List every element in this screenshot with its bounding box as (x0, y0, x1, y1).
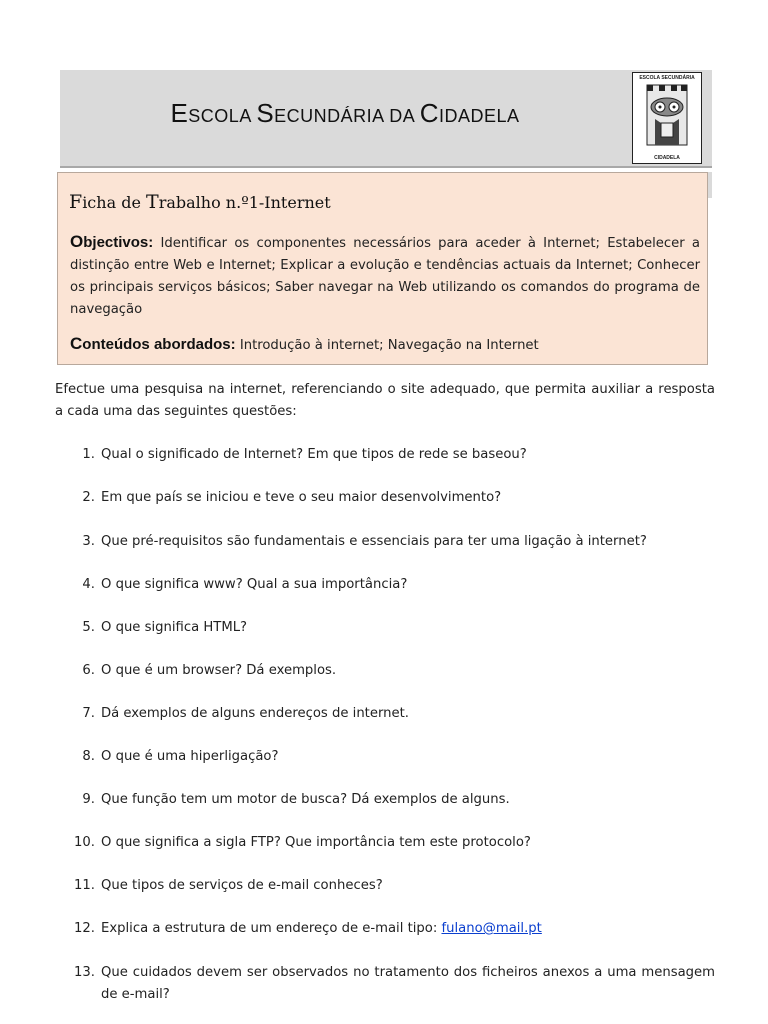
question-text (101, 875, 715, 897)
question-number: 6. (82, 663, 95, 678)
question-text-body: O que é um browser? Dá exemplos. (101, 663, 337, 678)
castle-owl-icon (639, 83, 695, 151)
question-number: 8. (82, 749, 95, 764)
question-number: 4. (82, 577, 95, 592)
worksheet-info-box (57, 172, 708, 365)
question-number: 9. (82, 792, 95, 807)
worksheet-title: Ficha de Trabalho n.º1-Internet (69, 191, 331, 213)
question-number: 2. (82, 490, 95, 505)
objectives-paragraph (70, 231, 700, 321)
question-text-body: Que cuidados devem ser observados no tratamento dos ficheiros anexos a uma mensagem de e-mail? (101, 965, 715, 1002)
header-edge (708, 172, 712, 198)
question-text (101, 617, 715, 639)
intro-paragraph: Efectue uma pesquisa na internet, referenciando o site adequado, que permita auxiliar a resposta a cada uma das seguintes questões: (55, 382, 715, 419)
question-number: 11. (74, 878, 95, 893)
question-text-body: O que significa www? Qual a sua importância? (101, 577, 408, 592)
contents-label: Conteúdos abordados: (70, 334, 236, 353)
question-text (101, 444, 715, 466)
question-text-body: Explica a estrutura de um endereço de e-mail tipo: (101, 921, 442, 936)
question-text-body: O que significa a sigla FTP? Que importância tem este protocolo? (101, 835, 531, 850)
question-text (101, 962, 715, 1006)
question-number: 3. (82, 534, 95, 549)
page-header (60, 70, 712, 168)
school-name: ESCOLA SECUNDÁRIA DA CIDADELA (170, 98, 520, 128)
question-text (101, 531, 715, 553)
question-text-body: Em que país se iniciou e teve o seu maior desenvolvimento? (101, 490, 502, 505)
email-example-link[interactable]: fulano@mail.pt (441, 921, 542, 936)
question-number: 12. (74, 921, 95, 936)
school-logo: ESCOLA SECUNDÁRIA CIDADELA (632, 72, 702, 164)
objectives-label: Objectivos: (70, 232, 154, 251)
question-number: 7. (82, 706, 95, 721)
question-number: 13. (74, 965, 95, 980)
question-text (101, 746, 715, 768)
question-text-body: Qual o significado de Internet? Em que tipos de rede se baseou? (101, 447, 527, 462)
contents-paragraph (70, 333, 700, 357)
question-text (101, 487, 715, 509)
question-text (101, 789, 715, 811)
objectives-text: Identificar os componentes necessários para aceder à Internet; Estabelecer a distinção entre Web e Internet; Explicar a evolução e tendências actuais da Internet; Conhecer os principais serviços básicos; Saber navegar na Web utilizando os comandos do programa de navegação (70, 236, 700, 317)
question-text-body: O que significa HTML? (101, 620, 248, 635)
question-text (101, 660, 715, 682)
question-text-body: Que pré-requisitos são fundamentais e essenciais para ter uma ligação à internet? (101, 534, 647, 549)
contents-text: Introdução à internet; Navegação na Internet (235, 338, 539, 353)
question-text-body: Dá exemplos de alguns endereços de internet. (101, 706, 409, 721)
question-text (101, 574, 715, 596)
question-text-body: Que função tem um motor de busca? Dá exemplos de alguns. (101, 792, 510, 807)
question-text-body: O que é uma hiperligação? (101, 749, 279, 764)
question-number: 5. (82, 620, 95, 635)
question-text (101, 832, 715, 854)
question-text (101, 703, 715, 725)
question-number: 1. (82, 447, 95, 462)
question-number: 10. (74, 835, 95, 850)
question-text-body: Que tipos de serviços de e-mail conheces? (101, 878, 383, 893)
question-text (101, 918, 715, 940)
